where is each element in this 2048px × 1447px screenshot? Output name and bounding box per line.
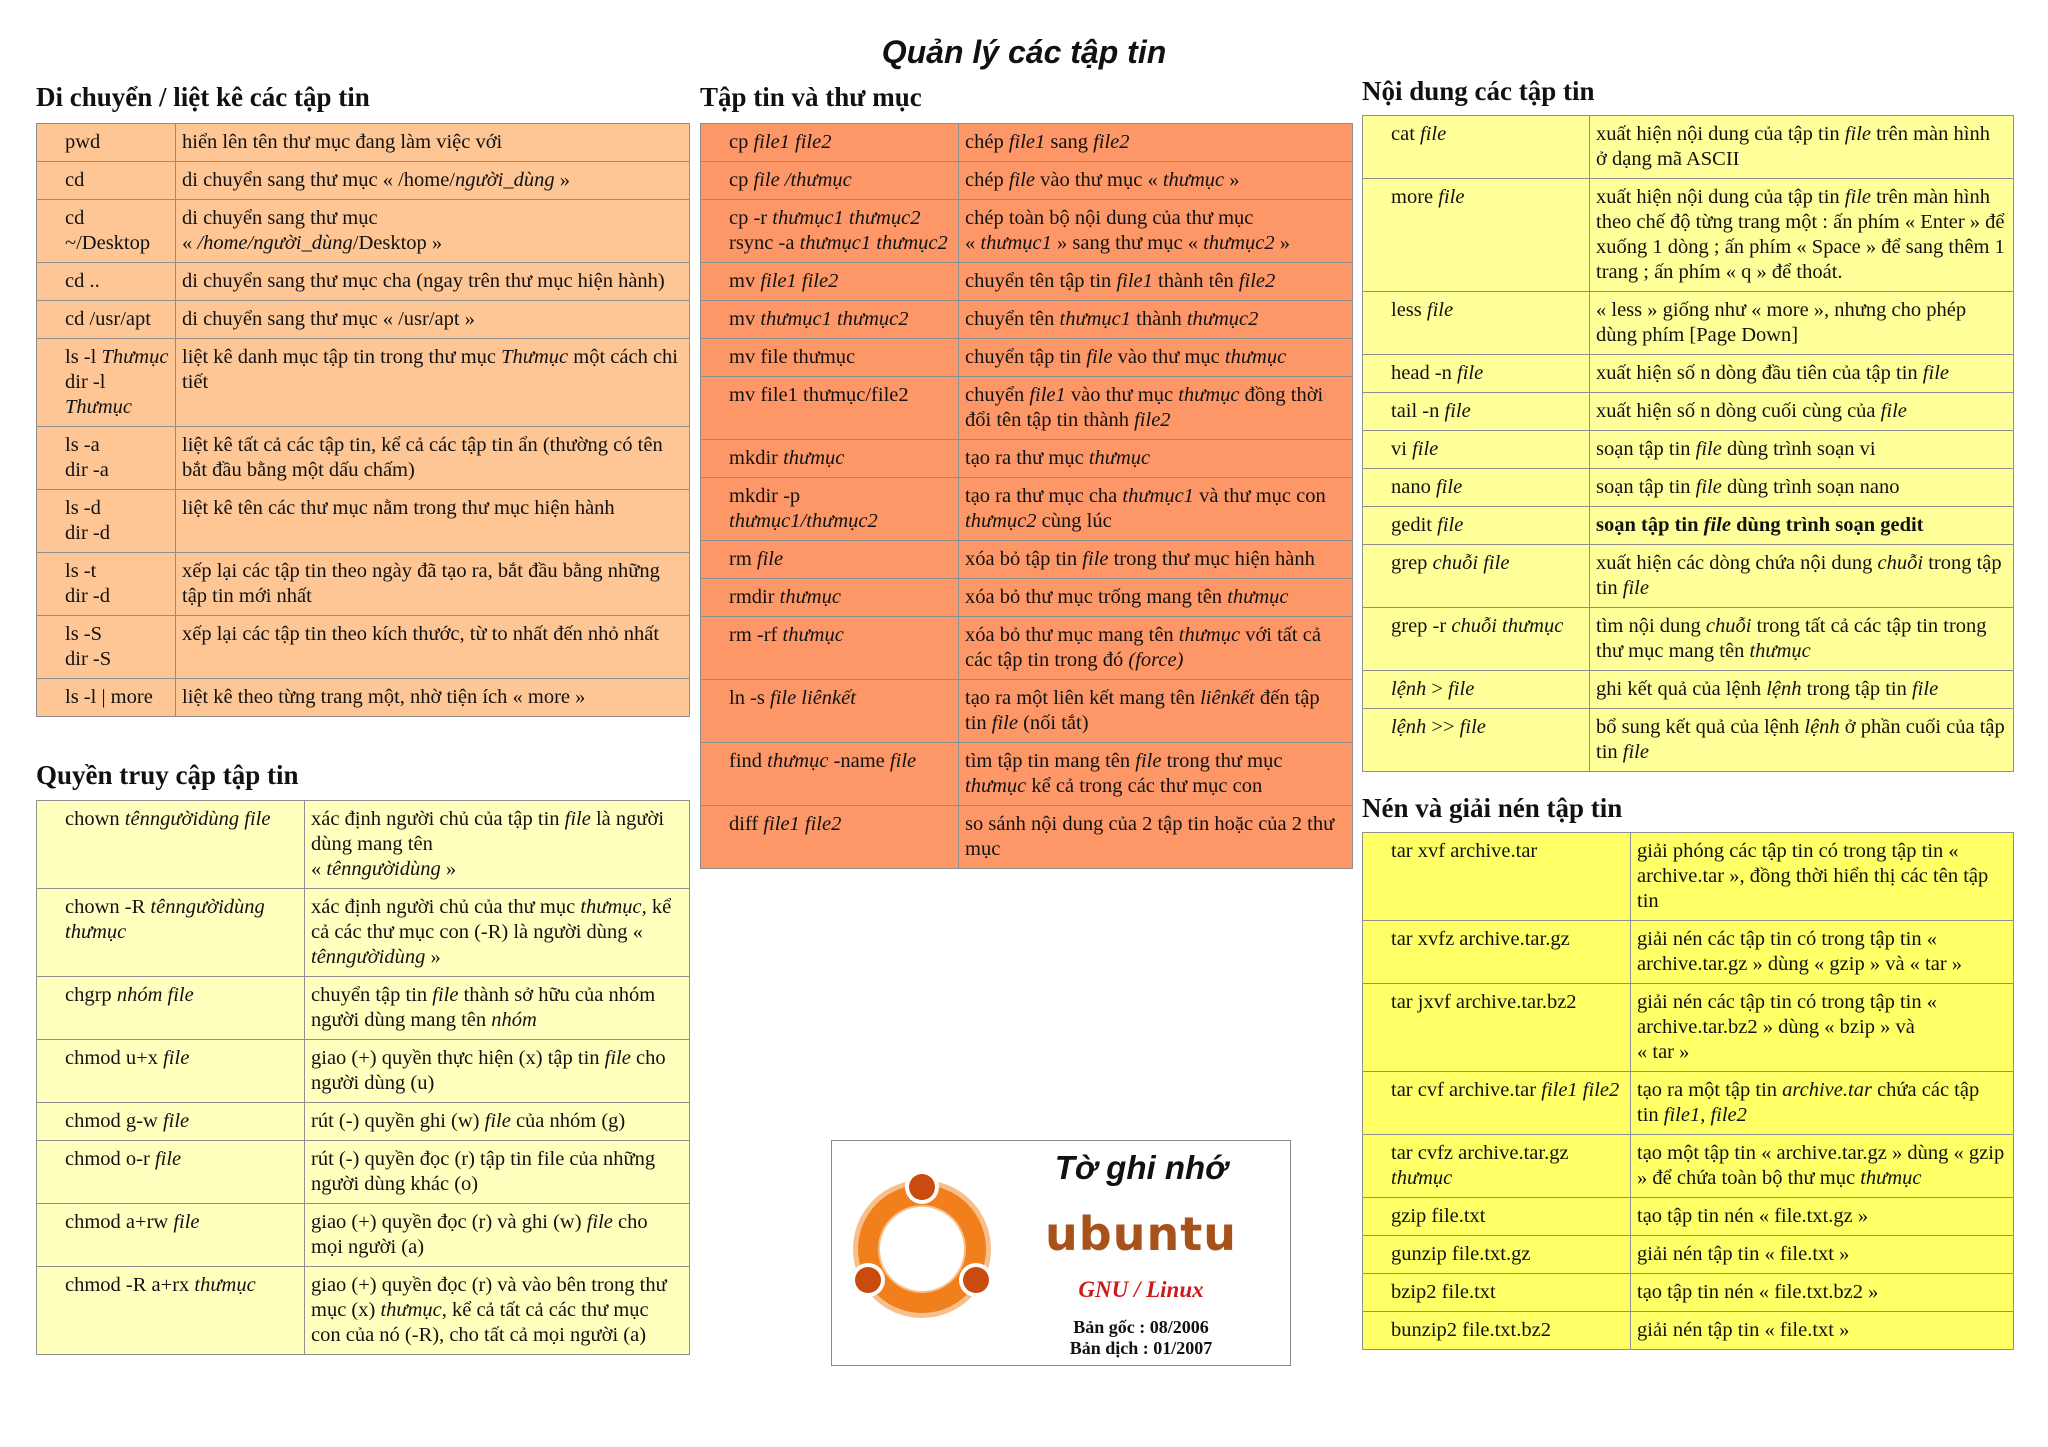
command-cell: bunzip2 file.txt.bz2 bbox=[1363, 1312, 1631, 1350]
archive-row bbox=[1363, 1198, 2014, 1236]
move-row bbox=[37, 162, 690, 200]
command-cell: gzip file.txt bbox=[1363, 1198, 1631, 1236]
description-cell: chuyển tập tin file vào thư mục thưmục bbox=[959, 339, 1353, 377]
move-row bbox=[37, 124, 690, 162]
description-cell: xuất hiện nội dung của tập tin file trên màn hình ở dạng mã ASCII bbox=[1590, 116, 2014, 179]
content-row bbox=[1363, 116, 2014, 179]
translation-date: Bản dịch : 01/2007 bbox=[1069, 1338, 1213, 1358]
archive-row bbox=[1363, 921, 2014, 984]
move-row bbox=[37, 490, 690, 553]
files-table bbox=[700, 123, 1353, 869]
move-row bbox=[37, 616, 690, 679]
archive-table bbox=[1362, 832, 2014, 1350]
description-cell: xác định người chủ của thư mục thưmục, kể cả các thư mục con (-R) là người dùng « tênngườidùng » bbox=[305, 889, 690, 977]
description-cell: giải nén các tập tin có trong tập tin « archive.tar.bz2 » dùng « bzip » và « tar » bbox=[1631, 984, 2014, 1072]
command-cell: tar cvfz archive.tar.gz thưmục bbox=[1363, 1135, 1631, 1198]
description-cell: di chuyển sang thư mục « /home/người_dùng » bbox=[176, 162, 690, 200]
perm-row bbox=[37, 889, 690, 977]
description-cell: liệt kê tên các thư mục nằm trong thư mục hiện hành bbox=[176, 490, 690, 553]
description-cell: di chuyển sang thư mục cha (ngay trên thư mục hiện hành) bbox=[176, 263, 690, 301]
move-row bbox=[37, 427, 690, 490]
section-title-move: Di chuyển / liệt kê các tập tin bbox=[36, 82, 370, 112]
command-cell: cd ~/Desktop bbox=[37, 200, 176, 263]
command-cell: nano file bbox=[1363, 469, 1590, 507]
description-cell: chép file vào thư mục « thưmục » bbox=[959, 162, 1353, 200]
files-row bbox=[701, 743, 1353, 806]
description-cell: liệt kê tất cả các tập tin, kể cả các tập tin ẩn (thường có tên bắt đầu bằng một dấu chấm) bbox=[176, 427, 690, 490]
description-cell: xếp lại các tập tin theo kích thước, từ to nhất đến nhỏ nhất bbox=[176, 616, 690, 679]
description-cell: chuyển tập tin file thành sở hữu của nhóm người dùng mang tên nhóm bbox=[305, 977, 690, 1040]
content-row bbox=[1363, 507, 2014, 545]
command-cell: chmod a+rw file bbox=[37, 1204, 305, 1267]
command-cell: chmod -R a+rx thưmục bbox=[37, 1267, 305, 1355]
move-row bbox=[37, 263, 690, 301]
files-row bbox=[701, 162, 1353, 200]
files-row bbox=[701, 680, 1353, 743]
section-title-archive: Nén và giải nén tập tin bbox=[1362, 793, 1623, 823]
original-date: Bản gốc : 08/2006 bbox=[1073, 1317, 1209, 1337]
command-cell: head -n file bbox=[1363, 355, 1590, 393]
command-cell: more file bbox=[1363, 179, 1590, 292]
description-cell: xuất hiện số n dòng đầu tiên của tập tin file bbox=[1590, 355, 2014, 393]
command-cell: ls -l Thưmục dir -l Thưmục bbox=[37, 339, 176, 427]
description-cell: rút (-) quyền ghi (w) file của nhóm (g) bbox=[305, 1103, 690, 1141]
command-cell: chmod g-w file bbox=[37, 1103, 305, 1141]
description-cell: liệt kê theo từng trang một, nhờ tiện ích « more » bbox=[176, 679, 690, 717]
description-cell: giao (+) quyền đọc (r) và ghi (w) file cho mọi người (a) bbox=[305, 1204, 690, 1267]
perm-row bbox=[37, 1103, 690, 1141]
content-row bbox=[1363, 469, 2014, 507]
command-cell: cp -r thưmục1 thưmục2 rsync -a thưmục1 thưmục2 bbox=[701, 200, 959, 263]
command-cell: rmdir thưmục bbox=[701, 579, 959, 617]
description-cell: bổ sung kết quả của lệnh lệnh ở phần cuối của tập tin file bbox=[1590, 709, 2014, 772]
section-title-files: Tập tin và thư mục bbox=[700, 82, 922, 112]
description-cell: so sánh nội dung của 2 tập tin hoặc của 2 thư mục bbox=[959, 806, 1353, 869]
move-row bbox=[37, 553, 690, 616]
command-cell: rm file bbox=[701, 541, 959, 579]
move-row bbox=[37, 200, 690, 263]
command-cell: gedit file bbox=[1363, 507, 1590, 545]
command-cell: mkdir thưmục bbox=[701, 440, 959, 478]
perm-row bbox=[37, 1141, 690, 1204]
content-row bbox=[1363, 709, 2014, 772]
description-cell: rút (-) quyền đọc (r) tập tin file của những người dùng khác (o) bbox=[305, 1141, 690, 1204]
description-cell: tạo ra thư mục cha thưmục1 và thư mục con thưmục2 cùng lúc bbox=[959, 478, 1353, 541]
perm-row bbox=[37, 1040, 690, 1103]
command-cell: mv file1 file2 bbox=[701, 263, 959, 301]
description-cell: chép toàn bộ nội dung của thư mục « thưmục1 » sang thư mục « thưmục2 » bbox=[959, 200, 1353, 263]
description-cell: hiển lên tên thư mục đang làm việc với bbox=[176, 124, 690, 162]
command-cell: grep chuỗi file bbox=[1363, 545, 1590, 608]
description-cell: soạn tập tin file dùng trình soạn gedit bbox=[1590, 507, 2014, 545]
description-cell: di chuyển sang thư mục « /home/người_dùng/Desktop » bbox=[176, 200, 690, 263]
archive-row bbox=[1363, 833, 2014, 921]
perm-row bbox=[37, 977, 690, 1040]
command-cell: lệnh > file bbox=[1363, 671, 1590, 709]
description-cell: chuyển file1 vào thư mục thưmục đồng thời đổi tên tập tin thành file2 bbox=[959, 377, 1353, 440]
content-row bbox=[1363, 355, 2014, 393]
description-cell: giải nén các tập tin có trong tập tin « archive.tar.gz » dùng « gzip » và « tar » bbox=[1631, 921, 2014, 984]
perm-row bbox=[37, 1267, 690, 1355]
description-cell: xóa bỏ thư mục trống mang tên thưmục bbox=[959, 579, 1353, 617]
description-cell: giao (+) quyền đọc (r) và vào bên trong thư mục (x) thưmục, kể cả tất cả các thư mục con của nó (-R), cho tất cả mọi người (a) bbox=[305, 1267, 690, 1355]
command-cell: tail -n file bbox=[1363, 393, 1590, 431]
command-cell: find thưmục -name file bbox=[701, 743, 959, 806]
command-cell: ls -a dir -a bbox=[37, 427, 176, 490]
command-cell: chown tênngườidùng file bbox=[37, 801, 305, 889]
content-row bbox=[1363, 608, 2014, 671]
memo-card bbox=[831, 1140, 1291, 1366]
description-cell: chuyển tên thưmục1 thành thưmục2 bbox=[959, 301, 1353, 339]
section-title-content: Nội dung các tập tin bbox=[1362, 76, 1595, 106]
command-cell: diff file1 file2 bbox=[701, 806, 959, 869]
description-cell: giải nén tập tin « file.txt » bbox=[1631, 1236, 2014, 1274]
command-cell: ls -d dir -d bbox=[37, 490, 176, 553]
command-cell: ls -t dir -d bbox=[37, 553, 176, 616]
description-cell: xuất hiện nội dung của tập tin file trên màn hình theo chế độ từng trang một : ấn phím « Enter » để xuống 1 dòng ; ấn phím « Space » để sang thêm 1 trang ; ấn phím « q » để thoát. bbox=[1590, 179, 2014, 292]
command-cell: pwd bbox=[37, 124, 176, 162]
move-table bbox=[36, 123, 690, 717]
description-cell: ghi kết quả của lệnh lệnh trong tập tin file bbox=[1590, 671, 2014, 709]
command-cell: mv file thưmục bbox=[701, 339, 959, 377]
command-cell: tar xvfz archive.tar.gz bbox=[1363, 921, 1631, 984]
description-cell: soạn tập tin file dùng trình soạn nano bbox=[1590, 469, 2014, 507]
description-cell: tạo ra một liên kết mang tên liênkết đến tập tin file (nối tắt) bbox=[959, 680, 1353, 743]
command-cell: rm -rf thưmục bbox=[701, 617, 959, 680]
move-row bbox=[37, 679, 690, 717]
description-cell: tạo ra thư mục thưmục bbox=[959, 440, 1353, 478]
memo-title: Tờ ghi nhớ bbox=[1054, 1149, 1228, 1186]
description-cell: tạo tập tin nén « file.txt.gz » bbox=[1631, 1198, 2014, 1236]
command-cell: mkdir -p thưmục1/thưmục2 bbox=[701, 478, 959, 541]
command-cell: chgrp nhóm file bbox=[37, 977, 305, 1040]
move-row bbox=[37, 301, 690, 339]
perm-row bbox=[37, 801, 690, 889]
files-row bbox=[701, 806, 1353, 869]
command-cell: mv thưmục1 thưmục2 bbox=[701, 301, 959, 339]
command-cell: mv file1 thưmục/file2 bbox=[701, 377, 959, 440]
content-table bbox=[1362, 115, 2014, 772]
archive-row bbox=[1363, 1072, 2014, 1135]
files-row bbox=[701, 541, 1353, 579]
files-row bbox=[701, 301, 1353, 339]
command-cell: less file bbox=[1363, 292, 1590, 355]
move-row bbox=[37, 339, 690, 427]
command-cell: bzip2 file.txt bbox=[1363, 1274, 1631, 1312]
files-row bbox=[701, 617, 1353, 680]
description-cell: soạn tập tin file dùng trình soạn vi bbox=[1590, 431, 2014, 469]
command-cell: chmod u+x file bbox=[37, 1040, 305, 1103]
files-row bbox=[701, 200, 1353, 263]
files-row bbox=[701, 124, 1353, 162]
files-row bbox=[701, 377, 1353, 440]
description-cell: giải phóng các tập tin có trong tập tin « archive.tar », đồng thời hiển thị các tên tập tin bbox=[1631, 833, 2014, 921]
command-cell: cat file bbox=[1363, 116, 1590, 179]
files-row bbox=[701, 263, 1353, 301]
command-cell: ls -S dir -S bbox=[37, 616, 176, 679]
description-cell: tạo ra một tập tin archive.tar chứa các tập tin file1, file2 bbox=[1631, 1072, 2014, 1135]
files-row bbox=[701, 440, 1353, 478]
command-cell: cp file /thưmục bbox=[701, 162, 959, 200]
description-cell: xuất hiện các dòng chứa nội dung chuỗi trong tập tin file bbox=[1590, 545, 2014, 608]
command-cell: cp file1 file2 bbox=[701, 124, 959, 162]
description-cell: liệt kê danh mục tập tin trong thư mục Thưmục một cách chi tiết bbox=[176, 339, 690, 427]
description-cell: tìm nội dung chuỗi trong tất cả các tập tin trong thư mục mang tên thưmục bbox=[1590, 608, 2014, 671]
command-cell: chmod o-r file bbox=[37, 1141, 305, 1204]
description-cell: chép file1 sang file2 bbox=[959, 124, 1353, 162]
content-row bbox=[1363, 431, 2014, 469]
content-row bbox=[1363, 671, 2014, 709]
command-cell: ln -s file liênkết bbox=[701, 680, 959, 743]
section-title-perm: Quyền truy cập tập tin bbox=[36, 760, 299, 790]
command-cell: cd .. bbox=[37, 263, 176, 301]
content-row bbox=[1363, 179, 2014, 292]
description-cell: xếp lại các tập tin theo ngày đã tạo ra, bắt đầu bằng những tập tin mới nhất bbox=[176, 553, 690, 616]
command-cell: gunzip file.txt.gz bbox=[1363, 1236, 1631, 1274]
description-cell: chuyển tên tập tin file1 thành tên file2 bbox=[959, 263, 1353, 301]
archive-row bbox=[1363, 984, 2014, 1072]
content-row bbox=[1363, 292, 2014, 355]
gnu-linux-label: GNU / Linux bbox=[1078, 1277, 1204, 1302]
archive-row bbox=[1363, 1236, 2014, 1274]
files-row bbox=[701, 339, 1353, 377]
description-cell: tạo một tập tin « archive.tar.gz » dùng « gzip » để chứa toàn bộ thư mục thưmục bbox=[1631, 1135, 2014, 1198]
content-row bbox=[1363, 393, 2014, 431]
description-cell: xác định người chủ của tập tin file là người dùng mang tên « tênngườidùng » bbox=[305, 801, 690, 889]
command-cell: lệnh >> file bbox=[1363, 709, 1590, 772]
description-cell: tạo tập tin nén « file.txt.bz2 » bbox=[1631, 1274, 2014, 1312]
command-cell: grep -r chuỗi thưmục bbox=[1363, 608, 1590, 671]
page-title: Quản lý các tập tin bbox=[881, 34, 1167, 70]
archive-row bbox=[1363, 1312, 2014, 1350]
description-cell: di chuyển sang thư mục « /usr/apt » bbox=[176, 301, 690, 339]
command-cell: vi file bbox=[1363, 431, 1590, 469]
description-cell: tìm tập tin mang tên file trong thư mục thưmục kể cả trong các thư mục con bbox=[959, 743, 1353, 806]
description-cell: giải nén tập tin « file.txt » bbox=[1631, 1312, 2014, 1350]
description-cell: xuất hiện số n dòng cuối cùng của file bbox=[1590, 393, 2014, 431]
command-cell: tar cvf archive.tar file1 file2 bbox=[1363, 1072, 1631, 1135]
command-cell: cd /usr/apt bbox=[37, 301, 176, 339]
ubuntu-wordmark: ubuntu bbox=[1045, 1207, 1237, 1261]
command-cell: cd bbox=[37, 162, 176, 200]
description-cell: « less » giống như « more », nhưng cho phép dùng phím [Page Down] bbox=[1590, 292, 2014, 355]
archive-row bbox=[1363, 1135, 2014, 1198]
command-cell: tar jxvf archive.tar.bz2 bbox=[1363, 984, 1631, 1072]
ubuntu-logo-icon bbox=[842, 1169, 1002, 1329]
perm-table bbox=[36, 800, 690, 1355]
command-cell: tar xvf archive.tar bbox=[1363, 833, 1631, 921]
archive-row bbox=[1363, 1274, 2014, 1312]
files-row bbox=[701, 579, 1353, 617]
description-cell: xóa bỏ tập tin file trong thư mục hiện hành bbox=[959, 541, 1353, 579]
perm-row bbox=[37, 1204, 690, 1267]
command-cell: ls -l | more bbox=[37, 679, 176, 717]
description-cell: xóa bỏ thư mục mang tên thưmục với tất cả các tập tin trong đó (force) bbox=[959, 617, 1353, 680]
command-cell: chown -R tênngườidùng thưmục bbox=[37, 889, 305, 977]
files-row bbox=[701, 478, 1353, 541]
content-row bbox=[1363, 545, 2014, 608]
description-cell: giao (+) quyền thực hiện (x) tập tin file cho người dùng (u) bbox=[305, 1040, 690, 1103]
